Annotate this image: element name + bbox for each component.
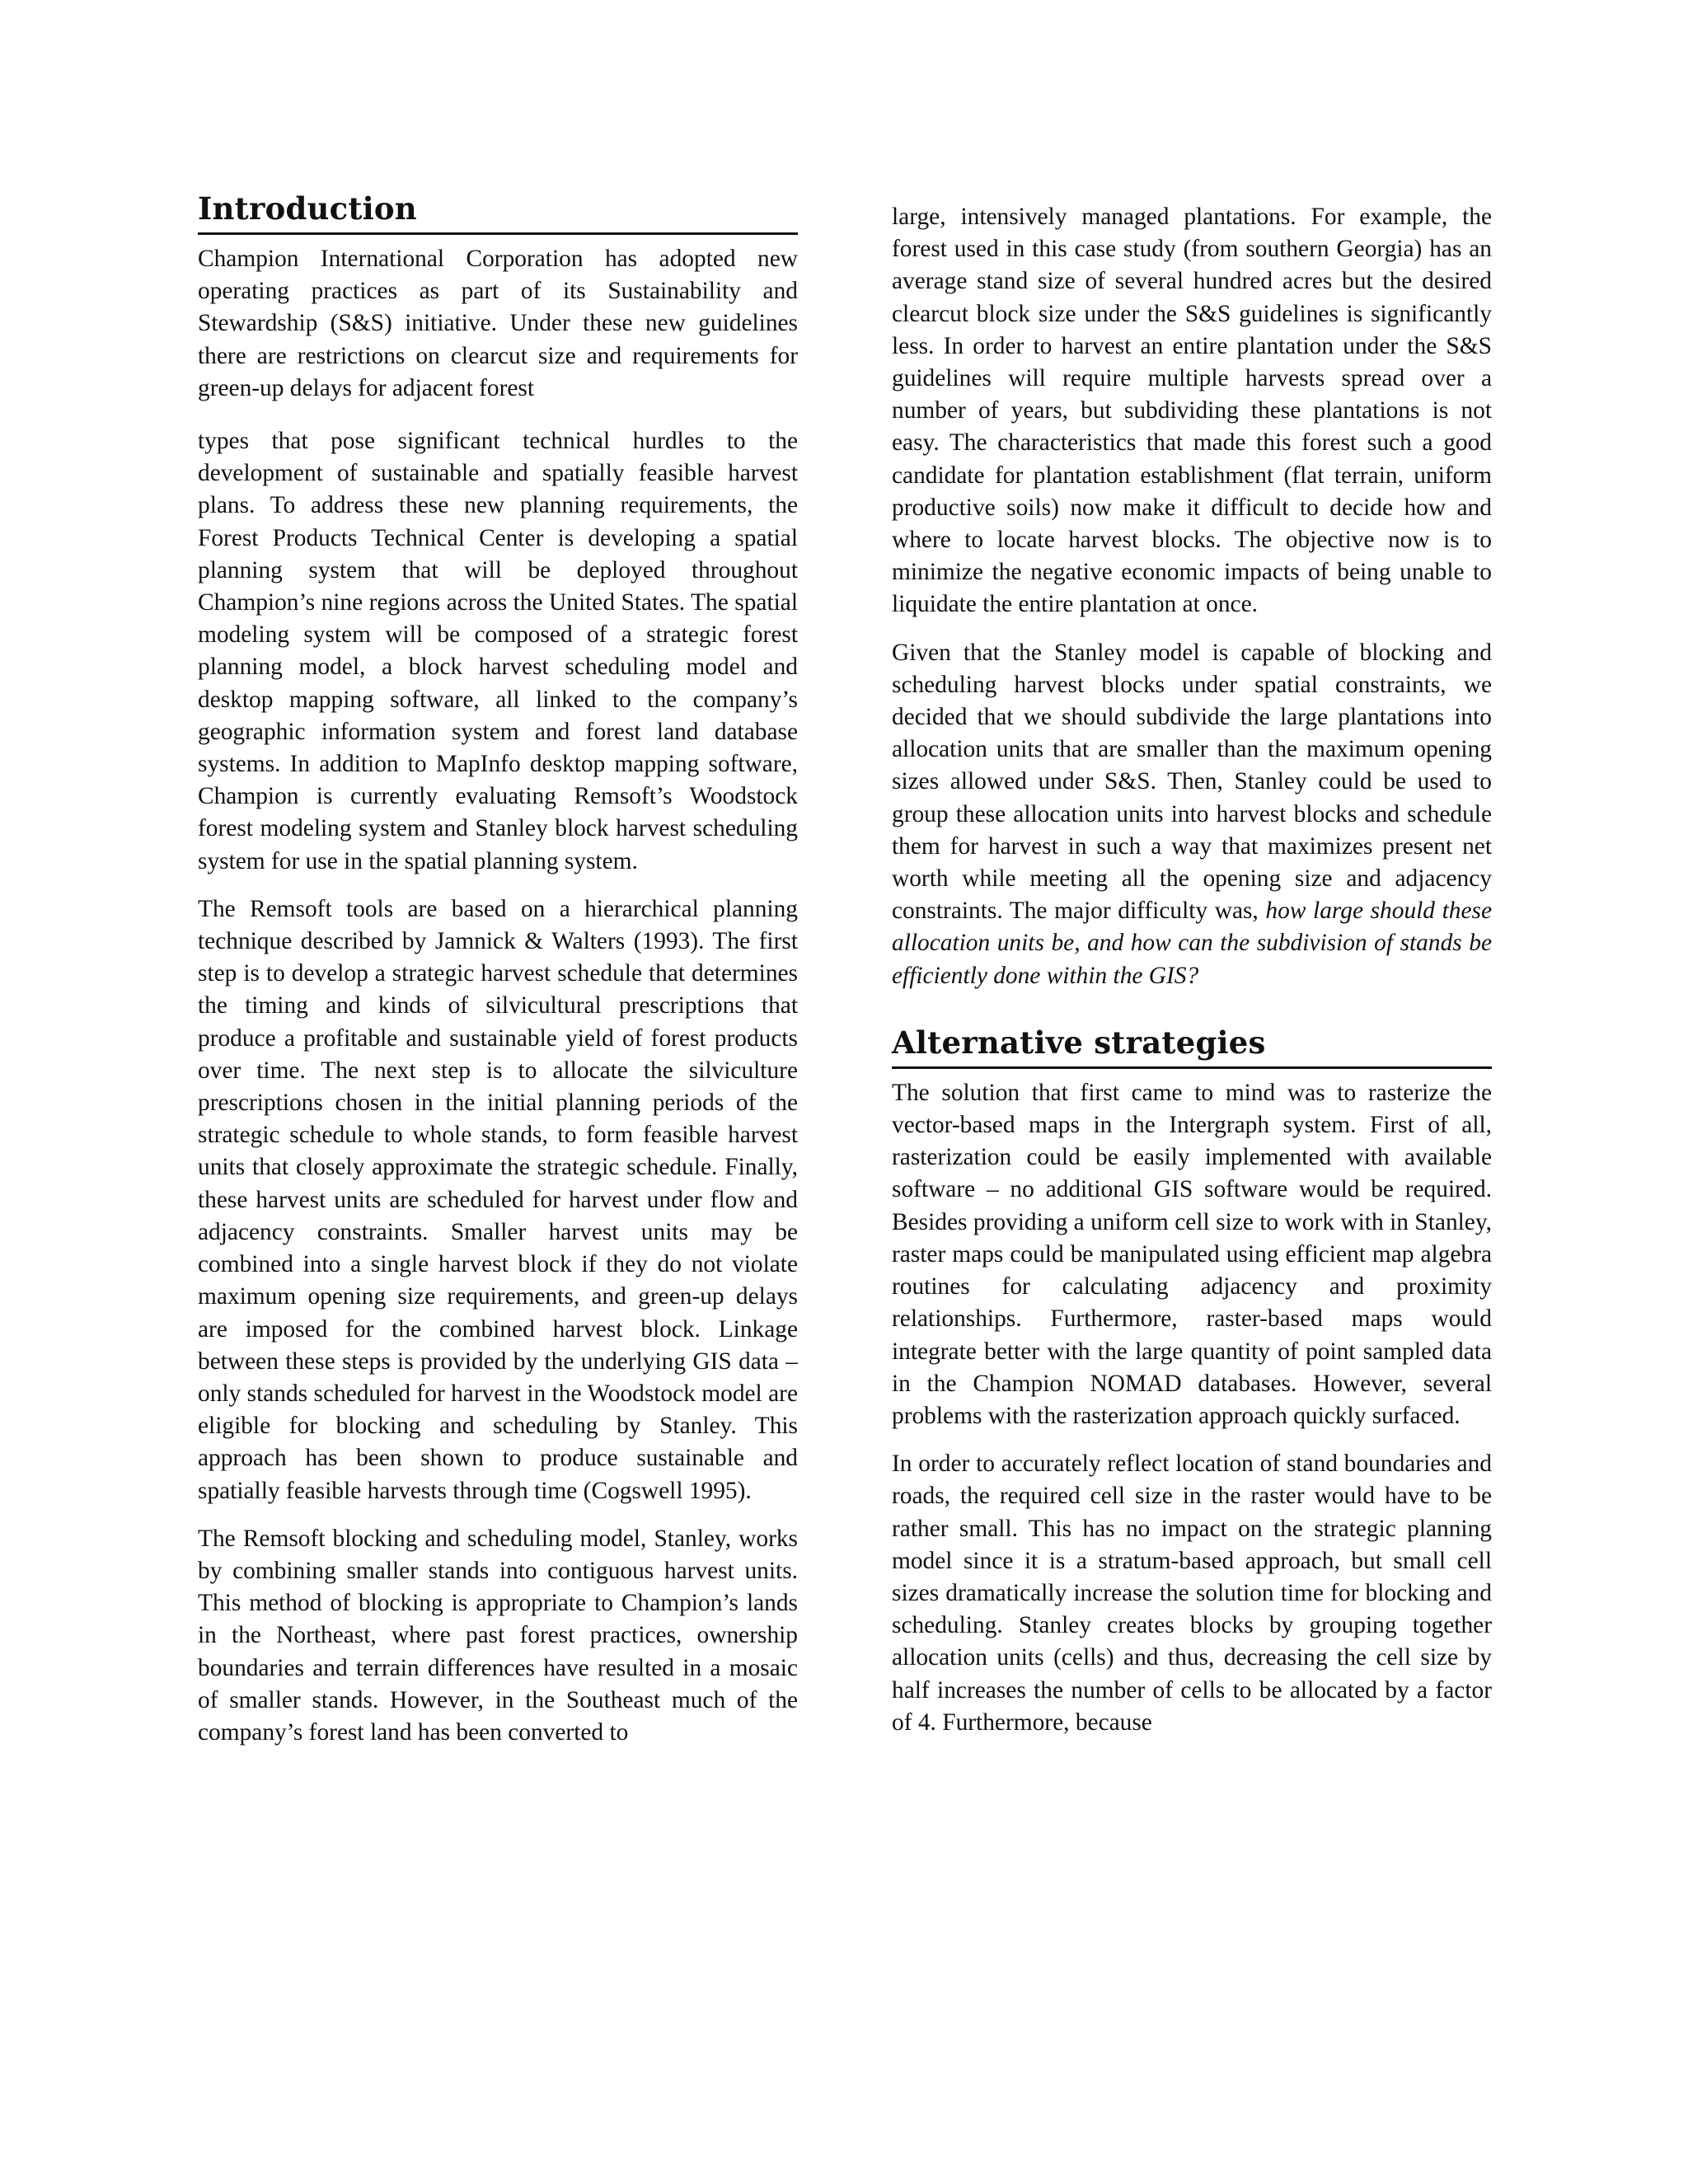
intro-paragraph-1: Champion International Corporation has adopted new operating practices as part of its Sustainability and Stewardship (S&S) initiative. Under these new guidelines there are restrictions on clearcut size and requirements for green-up delays for adjacent forest xyxy=(198,246,798,401)
intro-paragraph-2: types that pose significant technical hurdles to the development of sustainable and spatially feasible harvest plans. To address these new planning requirements, the Forest Products Technical Center is developing a spatial planning system that will be deployed throughout Champion’s nine regions across the United States. The spatial modeling system will be composed of a strategic forest planning model, a block harvest scheduling model and desktop mapping software, all linked to the company’s geographic information system and forest land database systems. In addition to MapInfo desktop mapping software, Champion is currently evaluating Remsoft’s Woodstock forest modeling system and Stanley block harvest scheduling system for use in the spatial planning system. xyxy=(198,428,798,874)
alternatives-paragraph-2: In order to accurately reflect location of stand boundaries and roads, the required cell size in the raster would have to be rather small. This has no impact on the strategic planning model since it is a stratum-based approach, but small cell sizes dramatically increase the solution time for blocking and scheduling. Stanley creates blocks by grouping together allocation units (cells) and thus, decreasing the cell size by half increases the number of cells to be allocated by a factor of 4. Furthermore, because xyxy=(892,1451,1492,1736)
right-paragraph-2-text: Given that the Stanley model is capable of blocking and scheduling harvest blocks under spatial constraints, we decided that we should subdivide the large plantations into allocation units that are smaller than the maximum opening sizes allowed under S&S. Then, Stanley could be used to group these allocation units into harvest blocks and schedule them for harvest in such a way that maximizes present net worth while meeting all the opening size and adjacency constraints. The major difficulty was, xyxy=(892,639,1492,925)
intro-paragraph-4: The Remsoft blocking and scheduling model, Stanley, works by combining smaller stands into contiguous harvest units. This method of blocking is appropriate to Champion’s lands in the Northeast, where past forest practices, ownership boundaries and terrain differences have resulted in a mosaic of smaller stands. However, in the Southeast much of the company’s forest land has been converted to xyxy=(198,1525,798,1746)
right-paragraph-1: large, intensively managed plantations. For example, the forest used in this case study (from southern Georgia) has an average stand size of several hundred acres but the desired clearcut block size under the S&S guidelines is significantly less. In order to harvest an entire plantation under the S&S guidelines will require multiple harvests spread over a number of years, but subdividing these plantations is not easy. The characteristics that made this forest such a good candidate for plantation establishment (flat terrain, uniform productive soils) now make it difficult to decide how and where to locate harvest blocks. The objective now is to minimize the negative economic impacts of being unable to liquidate the entire plantation at once. xyxy=(892,204,1492,618)
alternatives-paragraph-1: The solution that first came to mind was to rasterize the vector-based maps in the Intergraph system. First of all, rasterization could be easily implemented with available software – no additional GIS software would be required. Besides providing a uniform cell size to work with in Stanley, raster maps could be manipulated using efficient map algebra routines for calculating adjacency and proximity relationships. Furthermore, raster-based maps would integrate better with the large quantity of point sampled data in the Champion NOMAD databases. However, several problems with the rasterization approach quickly surfaced. xyxy=(892,1079,1492,1429)
intro-paragraph-3: The Remsoft tools are based on a hierarchical planning technique described by Jamnick & Walters (1993). The first step is to develop a strategic harvest schedule that determines the timing and kinds of silvicultural prescriptions that produce a profitable and sustainable yield of forest products over time. The next step is to allocate the silviculture prescriptions chosen in the initial planning periods of the strategic schedule to whole stands, to form feasible harvest units that closely approximate the strategic schedule. Finally, these harvest units are scheduled for harvest under flow and adjacency constraints. Smaller harvest units may be combined into a single harvest block if they do not violate maximum opening size requirements, and green-up delays are imposed for the combined harvest block. Linkage between these steps is provided by the underlying GIS data – only stands scheduled for harvest in the Woodstock model are eligible for blocking and scheduling by Stanley. This approach has been shown to produce sustainable and spatially feasible harvests through time (Cogswell 1995). xyxy=(198,895,798,1504)
section-heading-alternative-strategies: Alternative strategies xyxy=(892,1022,1492,1069)
left-column xyxy=(198,188,798,1765)
right-paragraph-2 xyxy=(892,637,1492,992)
right-column xyxy=(892,201,1492,1755)
section-heading-introduction: Introduction xyxy=(198,188,798,235)
right-paragraph-2-italic-question: how large should these allocation units be, and how can the subdivision of stands be efficiently done within the GIS? xyxy=(892,898,1493,989)
